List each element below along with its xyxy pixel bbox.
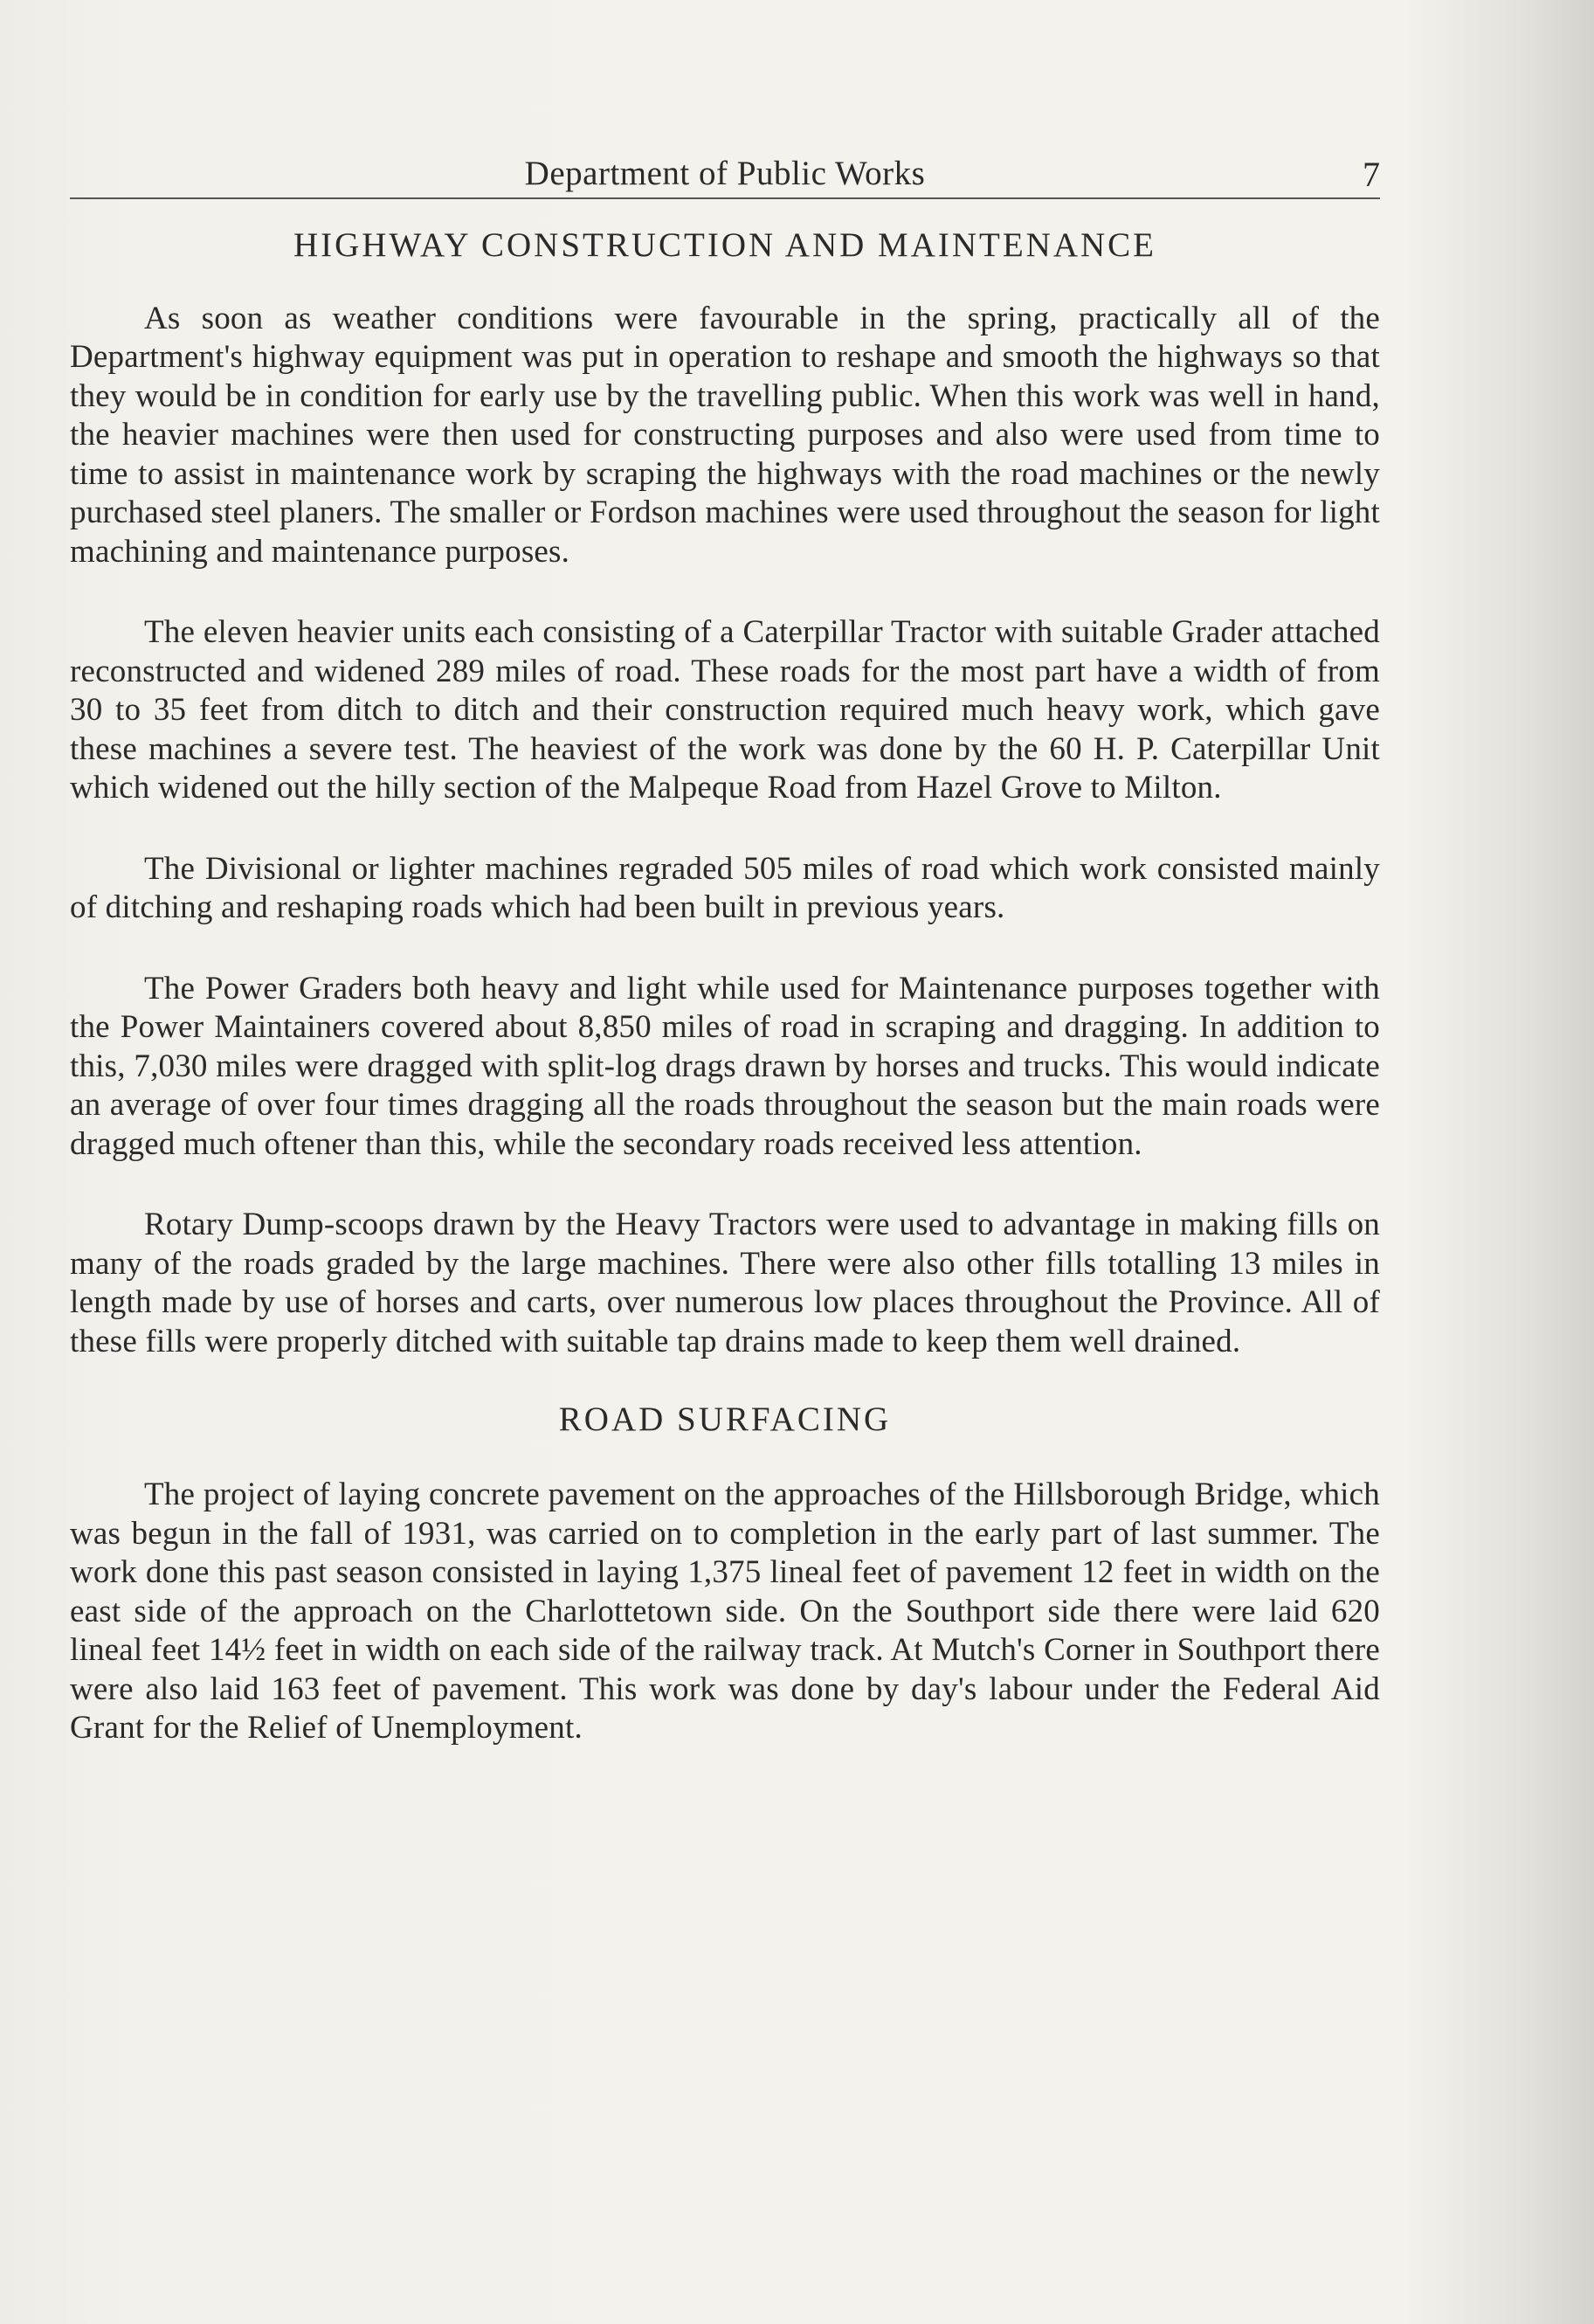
paragraph: The eleven heavier units each consisting of a Caterpillar Tractor with suitable Grader attached reconstructed and widened 289 miles of road. These roads for the most part have a width of from 30 to 35 feet from ditch to ditch and their construction required much heavy work, which gave these machines a severe test. The heaviest of the work was done by the 60 H. P. Caterpillar Unit which widened out the hilly section of the Malpeque Road from Hazel Grove to Milton. xyxy=(70,614,1380,806)
section-heading-road-surfacing: ROAD SURFACING xyxy=(558,1401,892,1439)
paragraph: As soon as weather conditions were favourable in the spring, practically all of the Department's highway equipment was put in operation to reshape and smooth the highways so that they would be in condition for early use by the travelling public. When this work was well in hand, the heavier machines were then used for constructing purposes and also were used from time to time to assist in maintenance work by scraping the highways with the road machines or the newly purchased steel planers. The smaller or Fordson machines were used throughout the season for light machining and maintenance purposes. xyxy=(70,300,1380,570)
paragraph: Rotary Dump-scoops drawn by the Heavy Tractors were used to advantage in making fills on many of the roads graded by the large machines. There were also other fills totalling 13 miles in length made by use of horses and carts, over numerous low places throughout the Province. All of these fills were properly ditched with suitable tap drains made to keep them well drained. xyxy=(70,1207,1380,1359)
running-title: Department of Public Works xyxy=(524,155,926,192)
paragraph: The Divisional or lighter machines regraded 505 miles of road which work consisted mainly of ditching and reshaping roads which had been built in previous years. xyxy=(70,850,1380,926)
section-heading-highway: HIGHWAY CONSTRUCTION AND MAINTENANCE xyxy=(293,226,1156,264)
running-header xyxy=(70,149,1380,199)
page-number: 7 xyxy=(1363,155,1380,194)
paragraph: The Power Graders both heavy and light while used for Maintenance purposes together with the Power Maintainers covered about 8,850 miles of road in scraping and dragging. In addition to this, 7,030 miles were dragged with split-log drags drawn by horses and trucks. This would indicate an average of over four times dragging all the roads throughout the season but the main roads were dragged much oftener than this, while the secondary roads received less attention. xyxy=(70,970,1380,1162)
paragraph: The project of laying concrete pavement on the approaches of the Hillsborough Bridge, which was begun in the fall of 1931, was carried on to completion in the early part of last summer. The work done this past season consisted in laying 1,375 lineal feet of pavement 12 feet in width on the east side of the approach on the Charlottetown side. On the Southport side there were laid 620 lineal feet 14½ feet in width on each side of the railway track. At Mutch's Corner in Southport there were also laid 163 feet of pavement. This work was done by day's labour under the Federal Aid Grant for the Relief of Unemployment. xyxy=(70,1477,1380,1746)
page-content xyxy=(70,149,1380,1748)
